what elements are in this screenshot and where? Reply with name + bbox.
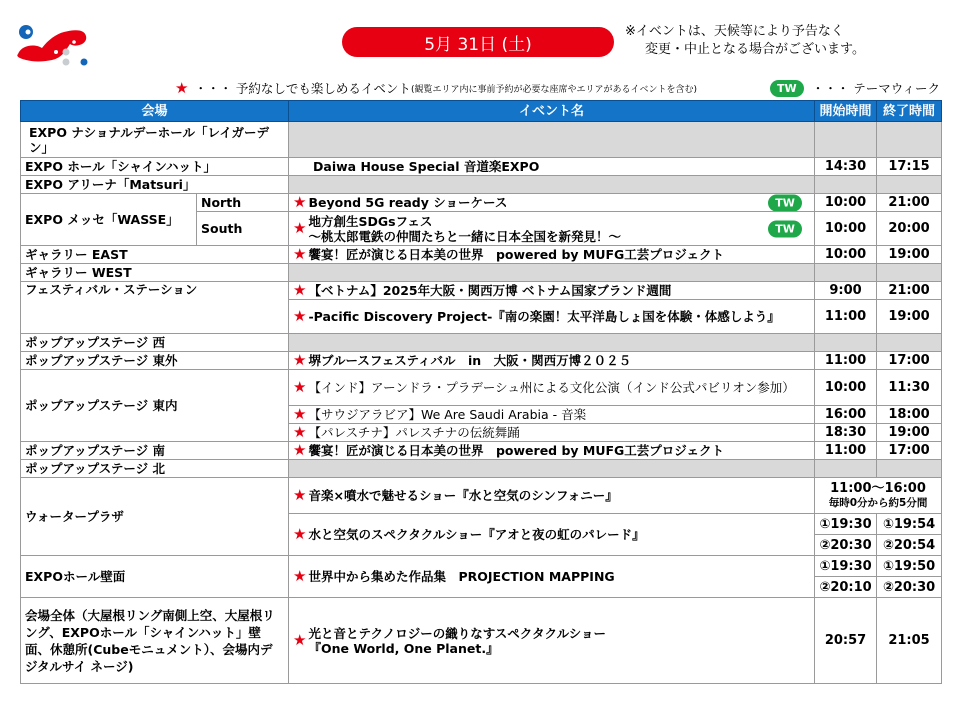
venue-cell: EXPOホール壁面	[21, 556, 289, 598]
end-time-1: ①19:50	[877, 556, 942, 577]
star-icon: ★	[293, 281, 307, 299]
event-title: 音楽×噴水で魅せるショー『水と空気のシンフォニー』	[308, 488, 618, 503]
event-subtitle: ～桃太郎電鉄の仲間たちと一緒に日本全国を新発見！～	[308, 228, 621, 244]
end-time: 18:00	[877, 406, 942, 424]
legend	[175, 78, 940, 98]
event-cell	[289, 556, 815, 598]
table-header-row	[21, 101, 942, 122]
time-range: 11:00～16:00	[830, 480, 926, 496]
start-time-1: ①19:30	[815, 556, 877, 577]
event-cell	[289, 212, 815, 246]
end-cell-empty	[877, 460, 942, 478]
table-row	[21, 122, 942, 158]
venue-cell: フェスティバル・ステーション	[21, 282, 289, 334]
star-icon: ★	[293, 631, 307, 649]
venue-cell: ポップアップステージ 東外	[21, 352, 289, 370]
star-icon: ★	[293, 378, 307, 396]
event-cell-empty	[289, 176, 815, 194]
venue-cell: ポップアップステージ 西	[21, 334, 289, 352]
event-title: 光と音とテクノロジーの織りなすスペクタクルショー	[308, 625, 607, 641]
star-icon: ★	[293, 219, 307, 237]
event-title: 【インド】アーンドラ・プラデーシュ州による文化公演（インド公式パビリオン参加）	[308, 380, 795, 395]
star-icon: ★	[293, 486, 307, 504]
end-time: 17:00	[877, 442, 942, 460]
star-icon: ★	[293, 245, 307, 263]
venue-cell: EXPO ホール「シャインハット」	[21, 158, 289, 176]
table-row	[21, 370, 942, 406]
venue-cell: ポップアップステージ 東内	[21, 370, 289, 442]
event-cell	[289, 282, 815, 300]
start-time: 11:00	[815, 352, 877, 370]
event-cell	[289, 598, 815, 684]
venue-cell: ギャラリー EAST	[21, 246, 289, 264]
event-title: 【サウジアラビア】We Are Saudi Arabia - 音楽	[308, 407, 587, 422]
event-title: 饗宴！匠が演じる日本美の世界 powered by MUFG工芸プロジェクト	[308, 247, 725, 262]
end-cell-empty	[877, 176, 942, 194]
venue-cell: ポップアップステージ 南	[21, 442, 289, 460]
event-cell	[289, 514, 815, 556]
end-time: 21:05	[877, 598, 942, 684]
event-title: 世界中から集めた作品集 PROJECTION MAPPING	[308, 569, 615, 584]
star-icon: ★	[293, 525, 307, 543]
table-row	[21, 556, 942, 577]
tw-badge-icon: TW	[768, 194, 802, 211]
event-cell	[289, 300, 815, 334]
end-time: 21:00	[877, 194, 942, 212]
event-title: 【パレスチナ】パレスチナの伝統舞踊	[308, 425, 520, 440]
star-icon: ★	[293, 567, 307, 585]
event-cell	[289, 424, 815, 442]
header-end: 終了時間	[877, 101, 942, 122]
header-venue: 会場	[21, 101, 289, 122]
event-title: 水と空気のスペクタクルショー『アオと夜の虹のパレード』	[308, 527, 645, 542]
event-cell	[289, 194, 815, 212]
end-time: 11:30	[877, 370, 942, 406]
event-cell	[289, 478, 815, 514]
event-title: 地方創生SDGsフェス	[308, 213, 433, 229]
time-range-cell	[815, 478, 942, 514]
event-subtitle: 『One World, One Planet.』	[308, 640, 499, 656]
end-time-1: ①19:54	[877, 514, 942, 535]
event-schedule-table	[20, 100, 942, 684]
star-icon: ★	[293, 351, 307, 369]
notice	[625, 23, 865, 59]
event-title: 【ベトナム】2025年大阪・関西万博 ベトナム国家ブランド週間	[308, 283, 672, 298]
notice-line-1: ※イベントは、天候等により予告なく	[625, 24, 844, 39]
expo-logo	[12, 18, 94, 66]
start-time: 18:30	[815, 424, 877, 442]
end-cell-empty	[877, 122, 942, 158]
start-time: 10:00	[815, 370, 877, 406]
star-icon: ★	[293, 405, 307, 423]
event-title: Beyond 5G ready ショーケース	[308, 195, 508, 210]
date-banner	[342, 27, 614, 57]
event-cell	[289, 442, 815, 460]
start-time: 9:00	[815, 282, 877, 300]
table-row	[21, 352, 942, 370]
end-time-2: ②20:30	[877, 577, 942, 598]
end-time: 17:00	[877, 352, 942, 370]
legend-star-note: (観覧エリア内に事前予約が必要な座席やエリアがあるイベントを含む)	[410, 84, 697, 95]
star-icon: ★	[293, 307, 307, 325]
end-time: 21:00	[877, 282, 942, 300]
sub-venue-cell: South	[197, 212, 289, 246]
header-start: 開始時間	[815, 101, 877, 122]
star-icon: ★	[293, 423, 307, 441]
tw-badge-icon: TW	[768, 220, 802, 237]
table-row	[21, 282, 942, 300]
table-row	[21, 334, 942, 352]
end-time: 19:00	[877, 246, 942, 264]
start-time: 14:30	[815, 158, 877, 176]
notice-line-2: 変更・中止となる場合がございます。	[645, 42, 865, 57]
end-time-2: ②20:54	[877, 535, 942, 556]
event-title: 堺ブルースフェスティバル in 大阪・関西万博２０２５	[308, 353, 632, 368]
legend-tw-desc: ・・・ テーマウィーク	[811, 81, 940, 96]
venue-cell: EXPO メッセ「WASSE」	[21, 194, 197, 246]
event-cell-empty	[289, 334, 815, 352]
event-cell	[289, 246, 815, 264]
table-row	[21, 176, 942, 194]
table-row	[21, 246, 942, 264]
star-icon: ★	[293, 193, 307, 211]
start-time: 10:00	[815, 194, 877, 212]
event-cell-empty	[289, 460, 815, 478]
start-time: 11:00	[815, 300, 877, 334]
start-time-1: ①19:30	[815, 514, 877, 535]
venue-cell: ウォータープラザ	[21, 478, 289, 556]
event-cell-empty	[289, 264, 815, 282]
start-time: 10:00	[815, 212, 877, 246]
table-row	[21, 460, 942, 478]
venue-cell: ギャラリー WEST	[21, 264, 289, 282]
start-time-2: ②20:10	[815, 577, 877, 598]
end-time: 20:00	[877, 212, 942, 246]
start-cell-empty	[815, 122, 877, 158]
event-cell-empty	[289, 122, 815, 158]
start-cell-empty	[815, 334, 877, 352]
table-row	[21, 478, 942, 514]
event-title: 饗宴！匠が演じる日本美の世界 powered by MUFG工芸プロジェクト	[308, 443, 725, 458]
event-cell	[289, 370, 815, 406]
venue-cell: 会場全体（大屋根リング南側上空、大屋根リング、EXPOホール「シャインハット」壁面、休憩所(Cubeモニュメント）、会場内デジタルサイ ネージ)	[21, 598, 289, 684]
table-row	[21, 264, 942, 282]
event-title: -Pacific Discovery Project-『南の楽園！太平洋島しょ国を体験・体感しよう』	[308, 309, 780, 324]
sub-venue-cell: North	[197, 194, 289, 212]
start-cell-empty	[815, 264, 877, 282]
tw-badge-icon: TW	[770, 80, 804, 97]
end-time: 17:15	[877, 158, 942, 176]
start-cell-empty	[815, 176, 877, 194]
venue-cell: ポップアップステージ 北	[21, 460, 289, 478]
venue-cell: EXPO ナショナルデーホール「レイガーデン」	[21, 122, 289, 158]
event-cell: Daiwa House Special 音道楽EXPO	[289, 158, 815, 176]
table-row	[21, 194, 942, 212]
end-cell-empty	[877, 334, 942, 352]
start-time: 20:57	[815, 598, 877, 684]
start-cell-empty	[815, 460, 877, 478]
header-event: イベント名	[289, 101, 815, 122]
end-cell-empty	[877, 264, 942, 282]
start-time-2: ②20:30	[815, 535, 877, 556]
time-note: 毎時0分から約5分間	[828, 496, 928, 509]
start-time: 10:00	[815, 246, 877, 264]
star-icon: ★	[175, 79, 189, 97]
event-cell	[289, 406, 815, 424]
start-time: 11:00	[815, 442, 877, 460]
star-icon: ★	[293, 441, 307, 459]
table-row	[21, 598, 942, 684]
legend-star-desc: ・・・ 予約なしでも楽しめるイベント	[194, 81, 411, 96]
date-label: 5月 31日 (土)	[424, 34, 532, 55]
start-time: 16:00	[815, 406, 877, 424]
table-row	[21, 158, 942, 176]
end-time: 19:00	[877, 300, 942, 334]
event-cell	[289, 352, 815, 370]
end-time: 19:00	[877, 424, 942, 442]
table-row	[21, 442, 942, 460]
venue-cell: EXPO アリーナ「Matsuri」	[21, 176, 289, 194]
